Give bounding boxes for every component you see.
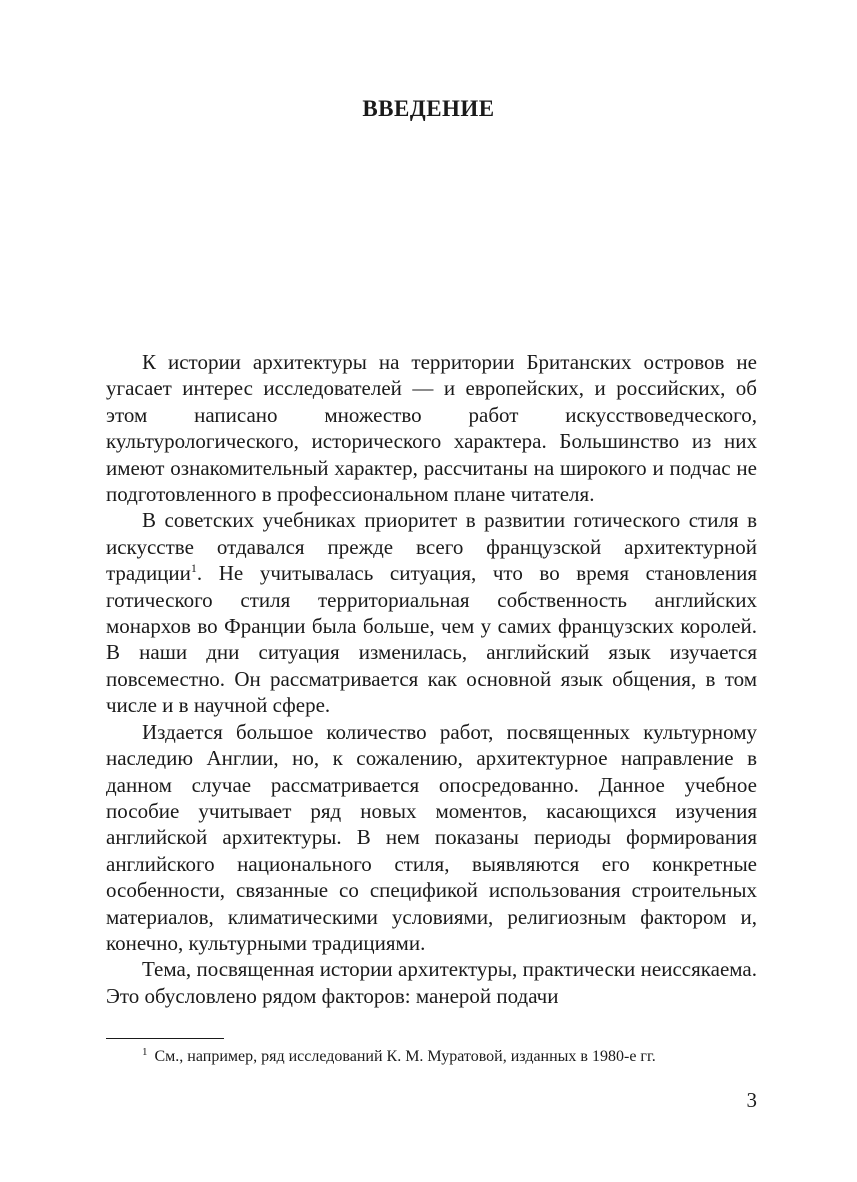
footnote-divider bbox=[106, 1038, 224, 1039]
footnote-text: См., например, ряд исследований К. М. Муратовой, изданных в 1980-е гг. bbox=[154, 1048, 656, 1065]
paragraph-3: Издается большое количество работ, посвященных культурному наследию Англии, но, к сожалению, архитектурное направление в данном случае рассматривается опосредованно. Данное учебное пособие учитывает ряд новых моментов, касающихся изучения английской архитектуры. В нем показаны периоды формирования английского национального стиля, выявляются его конкретные особенности, связанные со спецификой использования строительных материалов, климатическими условиями, религиозным фактором и, конечно, культурными традициями. bbox=[106, 719, 757, 955]
body-text bbox=[106, 349, 757, 1009]
footnote bbox=[142, 1047, 757, 1067]
paragraph-1: К истории архитектуры на территории Британских островов не угасает интерес исследователей — и европейских, и российских, об этом написано множество работ искусствоведческого, культурологического, исторического характера. Большинство из них имеют ознакомительный характер, рассчитаны на широкого и подчас не подготовленного в профессиональном плане читателя. bbox=[106, 350, 757, 507]
page-title: ВВЕДЕНИЕ bbox=[362, 96, 495, 121]
paragraph-2 bbox=[106, 507, 757, 718]
paragraph-4: Тема, посвященная истории архитектуры, практически неиссякаема. Это обусловлено рядом факторов: манерой подачи bbox=[106, 957, 757, 1008]
paragraph-2-end: . Не учитывалась ситуация, что во время становления готического стиля территориальная собственность английских монархов во Франции была больше, чем у самих французских королей. В наши дни ситуация изменилась, английский язык изучается повсеместно. Он рассматривается как основной язык общения, в том числе и в научной сфере. bbox=[106, 561, 757, 718]
page-number: 3 bbox=[746, 1088, 757, 1112]
paragraph-2-start: В советских учебниках приоритет в развитии готического стиля в искусстве отдавался прежде всего французской архитектурной традиции bbox=[106, 508, 757, 586]
footnote-reference[interactable]: 1 bbox=[190, 561, 197, 576]
footnote-number: 1 bbox=[142, 1045, 148, 1058]
